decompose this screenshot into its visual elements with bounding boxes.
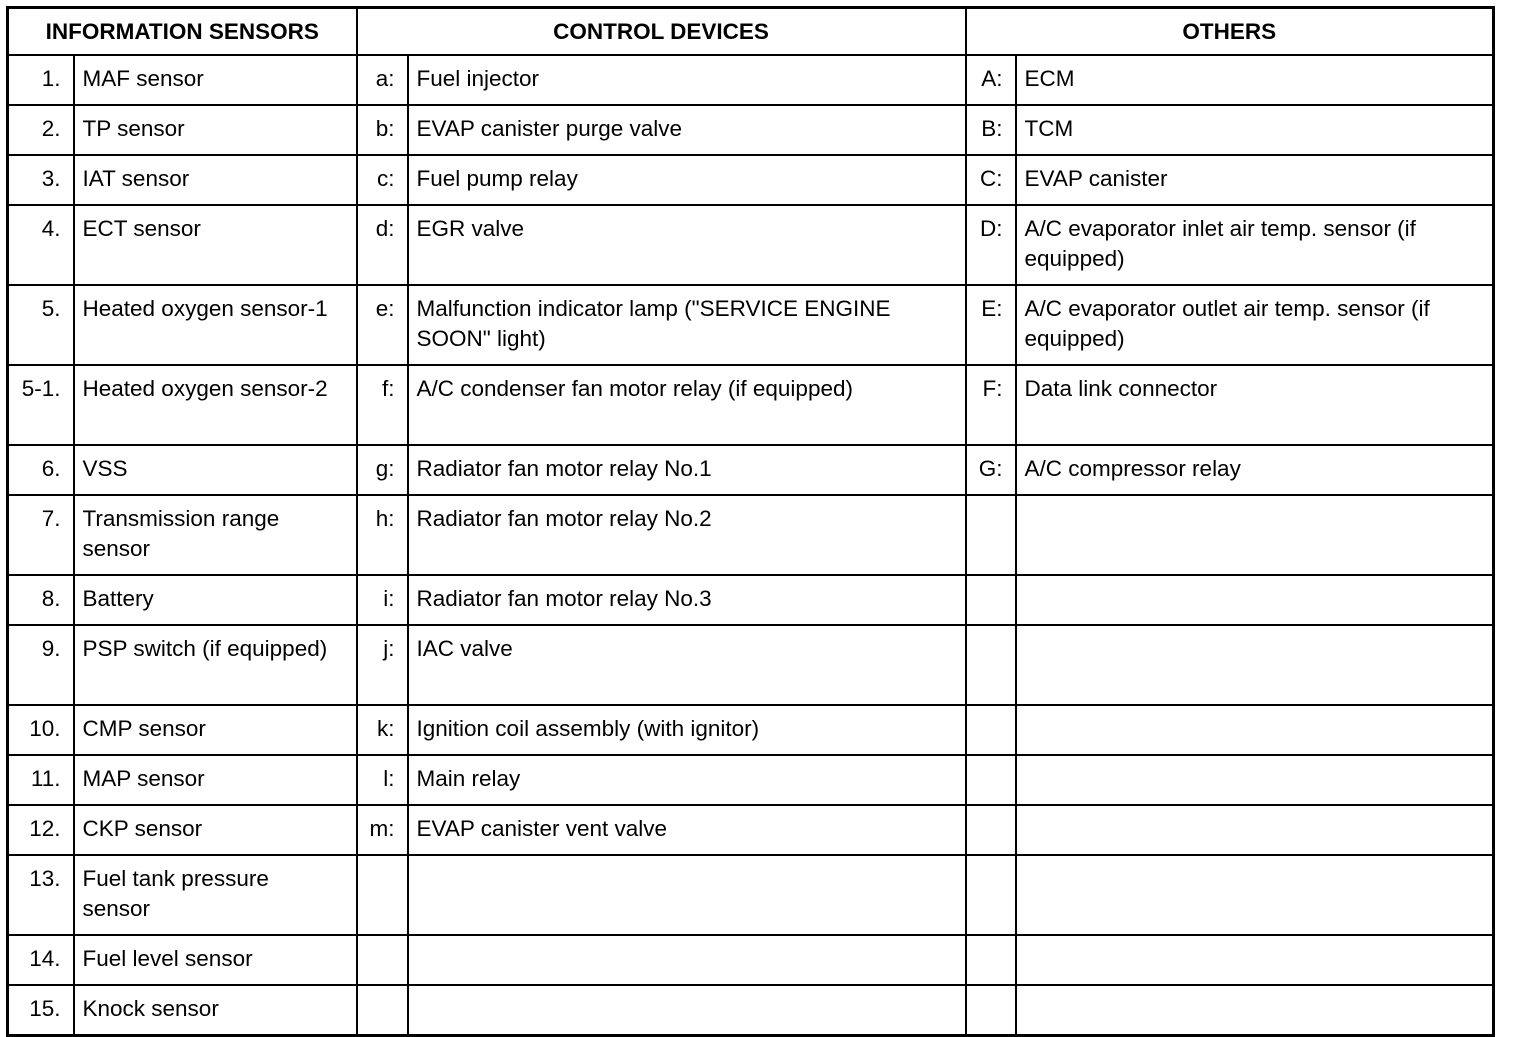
table-row [8,205,1494,285]
sensor-name: CMP sensor [74,705,357,755]
control-key: a: [357,55,408,105]
other-key: A: [966,55,1016,105]
control-key: d: [357,205,408,285]
control-name: Main relay [408,755,966,805]
control-name [408,935,966,985]
header-control-devices: CONTROL DEVICES [357,8,966,56]
sensor-number: 7. [8,495,74,575]
other-key [966,575,1016,625]
table-row [8,445,1494,495]
other-name: A/C evaporator outlet air temp. sensor (if equipped) [1016,285,1494,365]
table-row [8,575,1494,625]
other-name: ECM [1016,55,1494,105]
other-name: A/C evaporator inlet air temp. sensor (if equipped) [1016,205,1494,285]
control-name: Ignition coil assembly (with ignitor) [408,705,966,755]
sensor-number: 9. [8,625,74,705]
sensor-name: CKP sensor [74,805,357,855]
sensor-number: 2. [8,105,74,155]
other-name [1016,625,1494,705]
table-row [8,755,1494,805]
other-key [966,625,1016,705]
other-name: TCM [1016,105,1494,155]
control-key: f: [357,365,408,445]
sensor-name: Battery [74,575,357,625]
table-row [8,855,1494,935]
control-name: Fuel injector [408,55,966,105]
other-key: F: [966,365,1016,445]
sensor-name: Fuel tank pressure sensor [74,855,357,935]
sensor-number: 15. [8,985,74,1036]
other-key: G: [966,445,1016,495]
other-name [1016,985,1494,1036]
sensor-number: 8. [8,575,74,625]
control-name: EVAP canister vent valve [408,805,966,855]
sensor-name: Heated oxygen sensor-1 [74,285,357,365]
other-name [1016,935,1494,985]
sensor-name: Transmission range sensor [74,495,357,575]
other-name: EVAP canister [1016,155,1494,205]
control-key: k: [357,705,408,755]
control-key: b: [357,105,408,155]
header-information-sensors: INFORMATION SENSORS [8,8,357,56]
other-name: Data link connector [1016,365,1494,445]
sensor-name: PSP switch (if equipped) [74,625,357,705]
control-name [408,855,966,935]
sensor-name: ECT sensor [74,205,357,285]
sensor-name: TP sensor [74,105,357,155]
control-key [357,985,408,1036]
sensor-name: MAF sensor [74,55,357,105]
control-key: l: [357,755,408,805]
sensor-name: VSS [74,445,357,495]
control-name: EGR valve [408,205,966,285]
control-key: c: [357,155,408,205]
table-row [8,285,1494,365]
sensor-number: 13. [8,855,74,935]
other-key [966,805,1016,855]
other-name: A/C compressor relay [1016,445,1494,495]
table-row [8,155,1494,205]
sensor-name: MAP sensor [74,755,357,805]
sensor-number: 5. [8,285,74,365]
header-others: OTHERS [966,8,1494,56]
sensor-number: 14. [8,935,74,985]
control-key [357,935,408,985]
table-row [8,55,1494,105]
sensor-name: Heated oxygen sensor-2 [74,365,357,445]
other-key: C: [966,155,1016,205]
other-key: D: [966,205,1016,285]
table-row [8,705,1494,755]
control-key: i: [357,575,408,625]
sensor-number: 6. [8,445,74,495]
control-key: j: [357,625,408,705]
table-row [8,105,1494,155]
other-key [966,705,1016,755]
sensor-number: 4. [8,205,74,285]
control-name: EVAP canister purge valve [408,105,966,155]
sensor-name: IAT sensor [74,155,357,205]
other-key: B: [966,105,1016,155]
control-key: g: [357,445,408,495]
control-key: m: [357,805,408,855]
other-name [1016,705,1494,755]
table-row [8,935,1494,985]
control-name: IAC valve [408,625,966,705]
sensor-number: 1. [8,55,74,105]
control-key: e: [357,285,408,365]
sensor-number: 3. [8,155,74,205]
other-key [966,935,1016,985]
control-name: A/C condenser fan motor relay (if equipped) [408,365,966,445]
table-row [8,365,1494,445]
control-name: Radiator fan motor relay No.3 [408,575,966,625]
control-name: Radiator fan motor relay No.2 [408,495,966,575]
header-row [8,8,1494,56]
control-key [357,855,408,935]
sensor-name: Knock sensor [74,985,357,1036]
sensor-number: 11. [8,755,74,805]
control-name: Radiator fan motor relay No.1 [408,445,966,495]
sensor-name: Fuel level sensor [74,935,357,985]
other-name [1016,495,1494,575]
control-name: Fuel pump relay [408,155,966,205]
other-name [1016,755,1494,805]
table-row [8,805,1494,855]
other-key [966,755,1016,805]
sensor-number: 5-1. [8,365,74,445]
component-legend-table [6,6,1495,1037]
sensor-number: 10. [8,705,74,755]
table-row [8,625,1494,705]
other-key: E: [966,285,1016,365]
other-name [1016,575,1494,625]
other-key [966,855,1016,935]
other-name [1016,805,1494,855]
control-key: h: [357,495,408,575]
other-name [1016,855,1494,935]
sensor-number: 12. [8,805,74,855]
table-row [8,985,1494,1036]
control-name: Malfunction indicator lamp ("SERVICE ENGINE SOON" light) [408,285,966,365]
other-key [966,495,1016,575]
control-name [408,985,966,1036]
table-row [8,495,1494,575]
other-key [966,985,1016,1036]
